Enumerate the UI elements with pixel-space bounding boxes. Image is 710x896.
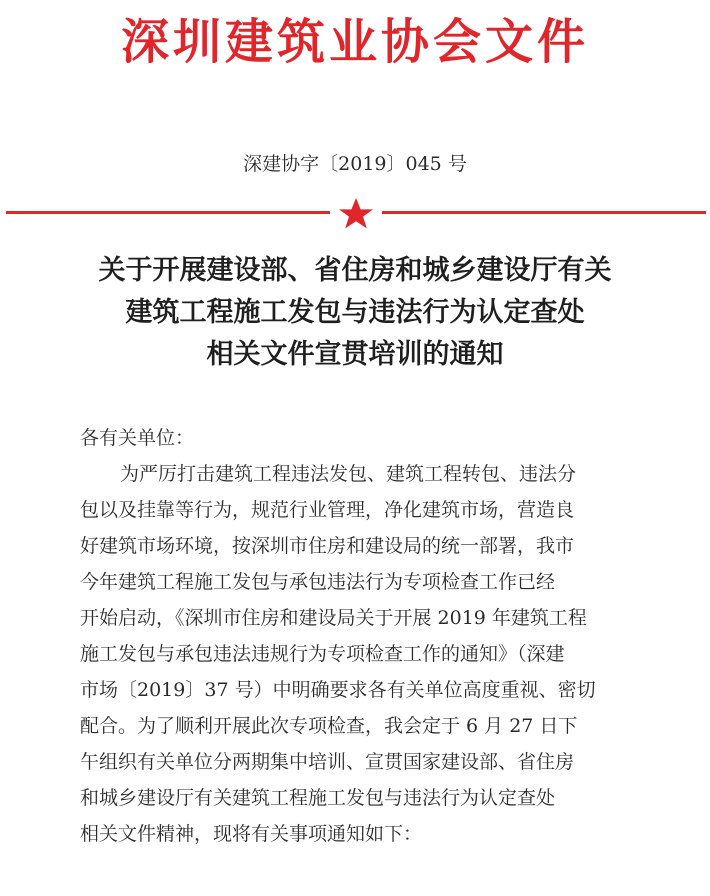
body-line: 市场〔2019〕37 号）中明确要求各有关单位高度重视、密切 — [80, 679, 596, 701]
body-line: 配合。为了顺利开展此次专项检查，我会定于 6 月 27 日下 — [80, 715, 578, 737]
red-separator — [0, 196, 710, 230]
salutation: 各有关单位： — [80, 427, 195, 449]
notice-title-line: 建筑工程施工发包与违法行为认定查处 — [125, 297, 585, 328]
body-line: 今年建筑工程施工发包与承包违法行为专项检查工作已经 — [80, 571, 556, 593]
notice-body — [80, 420, 680, 852]
separator-line-right — [382, 211, 706, 214]
body-line: 包以及挂靠等行为，规范行业管理，净化建筑市场，营造良 — [80, 499, 575, 521]
separator-line-left — [6, 211, 330, 214]
notice-title — [0, 250, 710, 376]
body-line: 午组织有关单位分两期集中培训、宣贯国家建设部、省住房 — [80, 751, 575, 773]
document-header-title: 深圳建筑业协会文件 — [120, 14, 589, 70]
star-icon — [336, 196, 376, 230]
body-line: 为严厉打击建筑工程违法发包、建筑工程转包、违法分 — [120, 463, 577, 485]
document-number: 深建协字〔2019〕045 号 — [243, 153, 467, 175]
body-line: 和城乡建设厅有关建筑工程施工发包与违法行为认定查处 — [80, 787, 556, 809]
notice-title-line: 关于开展建设部、省住房和城乡建设厅有关 — [98, 255, 612, 286]
notice-title-line: 相关文件宣贯培训的通知 — [206, 339, 504, 370]
body-line: 开始启动，《深圳市住房和建设局关于开展 2019 年建筑工程 — [80, 607, 587, 629]
body-line: 相关文件精神，现将有关事项通知如下： — [80, 823, 423, 845]
body-line: 好建筑市场环境，按深圳市住房和建设局的统一部署，我市 — [80, 535, 575, 557]
body-line: 施工发包与承包违法违规行为专项检查工作的通知》（深建 — [80, 643, 565, 665]
